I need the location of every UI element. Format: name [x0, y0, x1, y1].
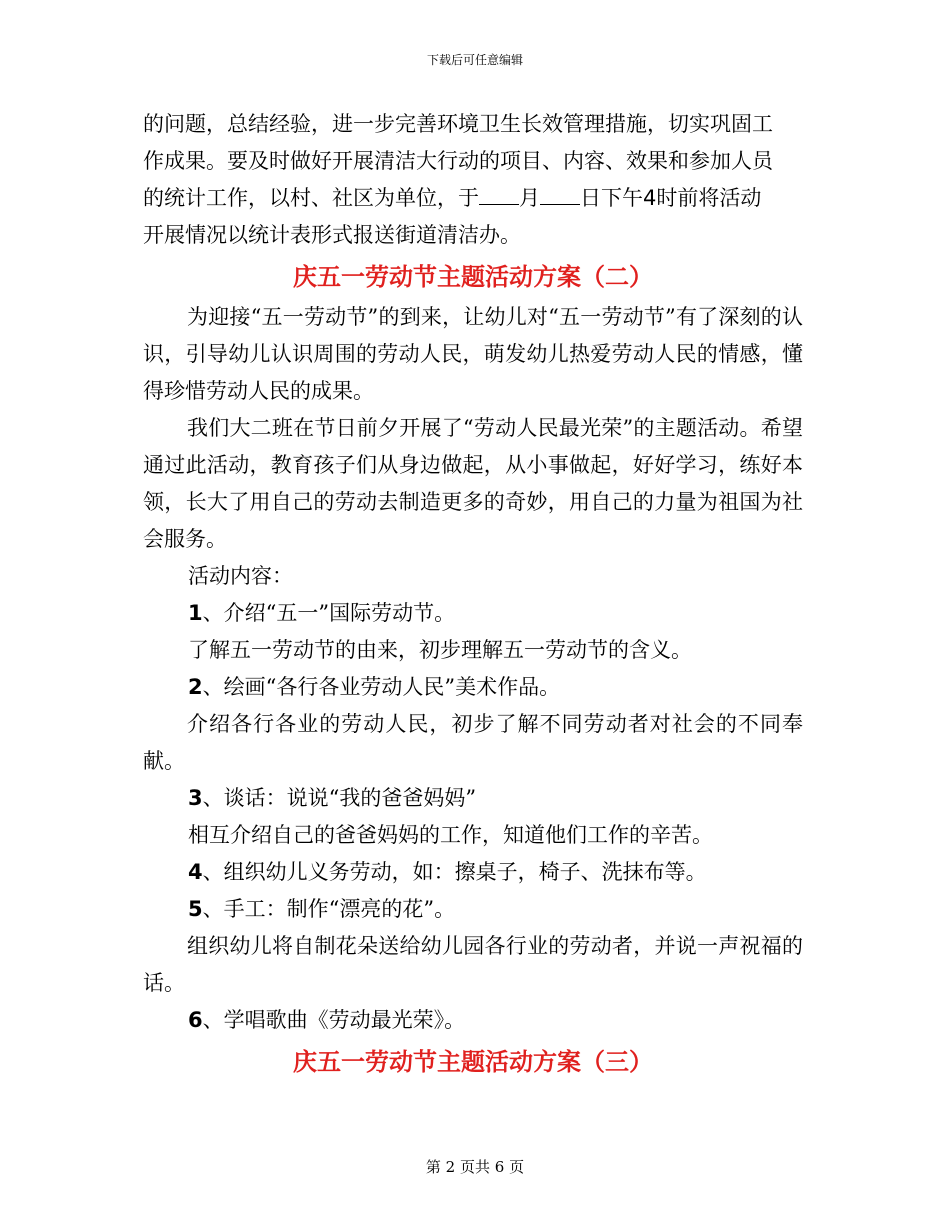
- activity-item-1: [143, 595, 803, 632]
- activity-text: 、学唱歌曲《劳动最光荣》。: [202, 1008, 466, 1032]
- current-page-number: 2: [445, 1158, 456, 1176]
- continuation-line-3: [143, 180, 803, 217]
- continuation-text-b: 月: [519, 186, 540, 210]
- activity-desc-5: 组织幼儿将自制花朵送给幼儿园各行业的劳动者，并说一声祝福的话。: [143, 934, 803, 995]
- activity-item-4: [143, 854, 803, 891]
- section-2-title: 庆五一劳动节主题活动方案（二）: [293, 262, 653, 291]
- day-blank: [540, 186, 580, 205]
- section-3-title: 庆五一劳动节主题活动方案（三）: [293, 1047, 653, 1076]
- activity-item-6: [143, 1002, 803, 1039]
- activity-number: 5: [188, 897, 203, 921]
- continuation-text-a: 的统计工作，以村、社区为单位，于: [143, 186, 479, 210]
- document-body: [143, 106, 803, 1084]
- continuation-text-d: 时前将活动: [656, 186, 762, 210]
- total-pages: 6: [494, 1158, 505, 1176]
- section-2-paragraph-1: 为迎接“五一劳动节”的到来，让幼儿对“五一劳动节”有了深刻的认识，引导幼儿认识周围的劳动人民，萌发幼儿热爱劳动人民的情感，懂得珍惜劳动人民的成果。: [143, 305, 803, 403]
- hour-number: 4: [643, 186, 657, 210]
- activity-item-2: [143, 669, 803, 706]
- activity-item-3: [143, 780, 803, 817]
- continuation-line-4: 开展情况以统计表形式报送街道清洁办。: [143, 223, 521, 247]
- continuation-text-c: 日下午: [580, 186, 643, 210]
- activity-number: 4: [188, 860, 203, 884]
- activity-text: 、组织幼儿义务劳动，如：擦桌子，椅子、洗抹布等。: [202, 860, 707, 884]
- footer-middle: 页共: [459, 1158, 490, 1176]
- activity-number: 3: [188, 786, 203, 810]
- activity-number: 2: [188, 675, 203, 699]
- continuation-line-2: 作成果。要及时做好开展清洁大行动的项目、内容、效果和参加人员: [143, 149, 773, 173]
- activity-text: 、谈话：说说“我的爸爸妈妈”: [202, 786, 477, 810]
- activity-desc-3: 相互介绍自己的爸爸妈妈的工作，知道他们工作的辛苦。: [188, 823, 713, 847]
- page-footer: [0, 1157, 950, 1177]
- activity-desc-1: 了解五一劳动节的由来，初步理解五一劳动节的含义。: [188, 638, 692, 662]
- month-blank: [479, 186, 519, 205]
- activity-number: 1: [188, 601, 203, 625]
- activity-content-label: 活动内容：: [188, 564, 293, 588]
- activity-desc-2: 介绍各行各业的劳动人民，初步了解不同劳动者对社会的不同奉献。: [143, 712, 803, 773]
- activity-text: 、介绍“五一”国际劳动节。: [202, 601, 456, 625]
- footer-suffix: 页: [509, 1158, 525, 1176]
- section-2-paragraph-2: 我们大二班在节日前夕开展了“劳动人民最光荣”的主题活动。希望通过此活动，教育孩子们从身边做起，从小事做起，好好学习，练好本领，长大了用自己的劳动去制造更多的奇妙，用自己的力量为祖国为社会服务。: [143, 416, 803, 551]
- activity-text: 、手工：制作“漂亮的花”。: [202, 897, 456, 921]
- activity-item-5: [143, 891, 803, 928]
- continuation-line-1: 的问题，总结经验，进一步完善环境卫生长效管理措施，切实巩固工: [143, 112, 773, 136]
- page-header: 下载后可任意编辑: [426, 53, 523, 67]
- activity-text: 、绘画“各行各业劳动人民”美术作品。: [202, 675, 561, 699]
- activity-number: 6: [188, 1008, 203, 1032]
- footer-prefix: 第: [425, 1158, 441, 1176]
